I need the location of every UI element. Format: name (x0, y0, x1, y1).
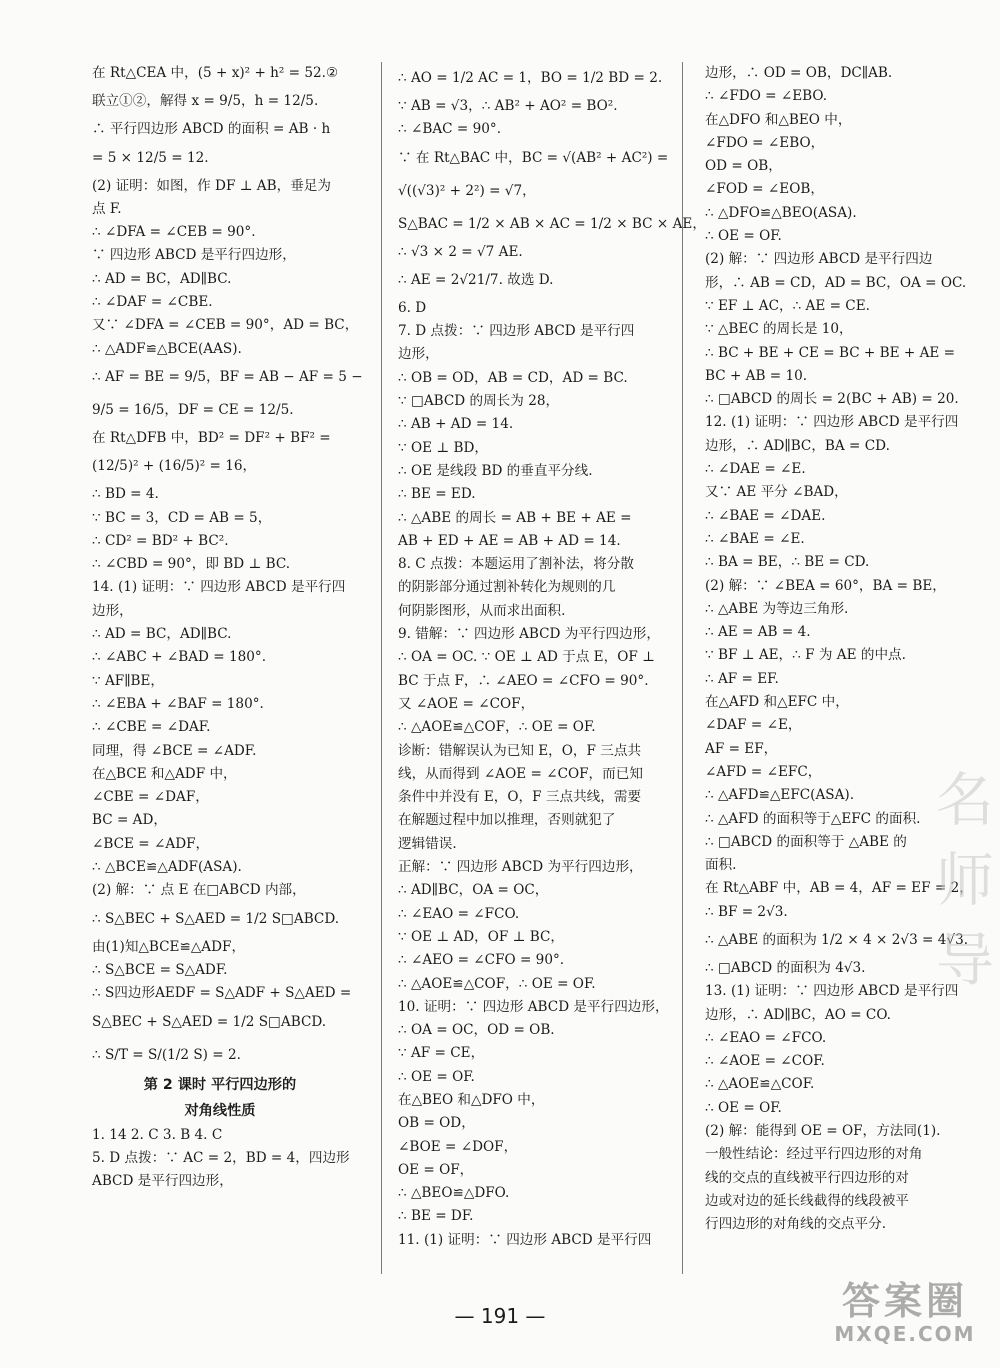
side-watermark: 名 师 导 (935, 766, 994, 994)
column-divider (682, 62, 683, 1274)
text-line: ∴ OA = OC，OD = OB. (398, 1022, 555, 1039)
text-line: ∴ OE = OF. (705, 1099, 782, 1116)
text-line: ∴ AD = BC，AD∥BC. (92, 626, 232, 643)
text-line: ∴ △AOE≌△COF，∴ OE = OF. (398, 719, 596, 736)
text-line: ∴ △ABE 的周长 = AB + BE + AE = (398, 509, 632, 526)
text-line: ∵ 四边形 ABCD 是平行四边形， (92, 247, 296, 264)
text-line: ∴ △AFD≌△EFC(ASA). (705, 787, 855, 804)
text-line: ∴ AD∥BC，OA = OC， (398, 882, 549, 899)
text-line: 又∵ AE 平分 ∠BAD， (705, 484, 848, 501)
text-line: ∴ BE = ED. (398, 486, 476, 503)
text-line: 在解题过程中加以推理，否则就犯了 (398, 812, 616, 829)
text-line: ∴ △ABE 为等边三角形. (705, 600, 849, 617)
text-line: ∴ ∠EAO = ∠FCO. (705, 1029, 827, 1046)
text-line: ∴ ∠AOE = ∠COF. (705, 1053, 825, 1070)
text-line: S△BEC + S△AED = 1/2 S□ABCD. (92, 1013, 327, 1030)
text-line: ∴ ∠EBA + ∠BAF = 180°. (92, 695, 264, 712)
text-line: ∴ ∠BAC = 90°. (398, 121, 502, 138)
text-line: BC + AB = 10. (705, 367, 808, 384)
text-line: 12. (1) 证明：∵ 四边形 ABCD 是平行四 (705, 414, 959, 431)
text-line: 7. D 点拨：∵ 四边形 ABCD 是平行四 (398, 323, 635, 340)
text-line: OE = OF， (398, 1161, 474, 1178)
text-line: ∴ ∠CBE = ∠DAF. (92, 719, 211, 736)
text-line: 行四边形的对角线的交点平分. (705, 1216, 887, 1233)
text-line: ∴ △BEO≌△DFO. (398, 1185, 510, 1202)
text-line: ∠BCE = ∠ADF， (92, 835, 210, 852)
text-line: 一般性结论：经过平行四边形的对角 (705, 1146, 923, 1163)
text-line: 对角线性质 (184, 1102, 256, 1119)
text-line: 形，∴ AB = CD，AD = BC，OA = OC. (705, 274, 967, 291)
text-line: 边形，∴ AD∥BC，BA = CD. (705, 437, 890, 454)
text-line: 联立①②，解得 x = 9/5，h = 12/5. (92, 93, 319, 110)
text-line: ∴ AF = EF. (705, 670, 779, 687)
answer-column-right (705, 62, 973, 1274)
text-line: (2) 解：∵ 四边形 ABCD 是平行四边 (705, 251, 933, 268)
text-line: 边形，∴ OD = OB，DC∥AB. (705, 65, 893, 81)
text-line: ∴ BD = 4. (92, 486, 159, 503)
text-line: ∴ AB + AD = 14. (398, 416, 514, 433)
text-line: ∴ □ABCD 的周长 = 2(BC + AB) = 20. (705, 391, 959, 408)
text-line: ∵ OE ⊥ AD，OF ⊥ BC， (398, 928, 565, 945)
text-line: ∠DAF = ∠E， (705, 717, 802, 734)
text-line: 边或对边的延长线截得的线段被平 (705, 1192, 909, 1209)
text-line: 同理，得 ∠BCE = ∠ADF. (92, 742, 257, 759)
text-line: ∠FOD = ∠EOB， (705, 181, 824, 198)
text-line: ∴ □ABCD 的面积为 4√3. (705, 959, 866, 976)
text-line: 边形，∴ AD∥BC，AO = CO. (705, 1006, 891, 1023)
text-line: ∴ ∠AEO = ∠CFO = 90°. (398, 952, 565, 969)
text-line: ∴ △DFO≌△BEO(ASA). (705, 204, 857, 221)
text-line: ∴ S四边形AEDF = S△ADF + S△AED = (92, 985, 352, 1002)
text-line: ∠AFD = ∠EFC， (705, 763, 822, 780)
text-line: √((√3)² + 2²) = √7， (398, 182, 536, 199)
text-line: 线的交点的直线被平行四边形的对 (705, 1169, 909, 1186)
text-line: ∴ ∠DFA = ∠CEB = 90°. (92, 224, 256, 241)
text-line: 6. D (398, 299, 427, 316)
text-line: ∴ AD = BC，AD∥BC. (92, 270, 232, 287)
text-line: (2) 解：∵ 点 E 在□ABCD 内部， (92, 882, 306, 899)
text-line: ∴ △ADF≌△BCE(AAS). (92, 340, 242, 357)
text-line: ∴ △AFD 的面积等于△EFC 的面积. (705, 810, 921, 827)
text-line: ∴ √3 × 2 = √7 AE. (398, 243, 523, 260)
text-line: ∴ BA = BE，∴ BE = CD. (705, 554, 870, 571)
text-line: ∴ OA = OC. ∵ OE ⊥ AD 于点 E，OF ⊥ (398, 649, 655, 666)
text-line: ∴ ∠EAO = ∠FCO. (398, 905, 520, 922)
text-line: 又 ∠AOE = ∠COF， (398, 695, 535, 712)
text-line: ∴ ∠BAE = ∠DAE. (705, 507, 826, 524)
text-line: 10. 证明：∵ 四边形 ABCD 是平行四边形， (398, 998, 669, 1015)
text-line: ∵ EF ⊥ AC，∴ AE = CE. (705, 297, 870, 314)
answer-column-left (92, 62, 363, 1274)
logo-url: MXQE.COM (834, 1322, 976, 1346)
text-line: ∴ ∠FDO = ∠EBO. (705, 88, 828, 105)
text-line: ∴ △ABE 的面积为 1/2 × 4 × 2√3 = 4√3. (705, 931, 969, 948)
text-line: ∵ AF∥BE， (92, 672, 165, 689)
text-line: 1. 14 2. C 3. B 4. C (92, 1126, 223, 1143)
text-line: 条件中并没有 E，O，F 三点共线，需要 (398, 789, 642, 806)
text-line: ∴ AF = BE = 9/5，BF = AB − AF = 5 − (92, 368, 363, 385)
text-line: 由(1)知△BCE≌△ADF， (92, 938, 246, 955)
text-line: 8. C 点拨：本题运用了割补法，将分散 (398, 556, 634, 573)
text-line: ∴ 平行四边形 ABCD 的面积 = AB · h (92, 121, 331, 138)
text-line: (2) 证明：如图，作 DF ⊥ AB，垂足为 (92, 177, 331, 194)
text-line: ∴ BE = DF. (398, 1208, 474, 1225)
text-line: ∵ □ABCD 的周长为 28， (398, 393, 560, 410)
text-line: OB = OD， (398, 1115, 475, 1132)
text-line: 9. 错解：∵ 四边形 ABCD 为平行四边形， (398, 626, 660, 643)
text-line: ∴ CD² = BD² + BC². (92, 532, 229, 549)
text-line: 5. D 点拨：∵ AC = 2，BD = 4，四边形 (92, 1149, 350, 1166)
text-line: ∴ ∠DAF = ∠CBE. (92, 294, 213, 311)
text-line: ∴ OE = OF. (705, 228, 782, 245)
text-line: ∵ BC = 3，CD = AB = 5， (92, 509, 272, 526)
text-line: 13. (1) 证明：∵ 四边形 ABCD 是平行四 (705, 983, 959, 1000)
text-line: ∴ OE = OF. (398, 1068, 475, 1085)
text-line: AF = EF， (705, 740, 778, 757)
text-line: (2) 解：∵ ∠BEA = 60°，BA = BE， (705, 577, 946, 594)
text-line: ABCD 是平行四边形， (92, 1173, 233, 1190)
text-line: OD = OB， (705, 158, 782, 175)
text-line: 逻辑错误. (398, 835, 457, 852)
text-line: 何阴影图形，从而求出面积. (398, 602, 566, 619)
text-line: BC = AD， (92, 812, 167, 829)
text-line: ∴ OB = OD，AB = CD，AD = BC. (398, 369, 628, 386)
logo-title: 答案圈 (841, 1279, 968, 1323)
text-line: ∴ ∠BAE = ∠E. (705, 530, 805, 547)
text-line: ∴ AE = AB = 4. (705, 624, 811, 641)
text-line: 又∵ ∠DFA = ∠CEB = 90°，AD = BC， (92, 317, 359, 334)
text-line: 边形， (92, 602, 133, 619)
column-divider (381, 62, 382, 1274)
text-line: ∴ S△BEC + S△AED = 1/2 S□ABCD. (92, 910, 340, 927)
text-line: 正解：∵ 四边形 ABCD 为平行四边形， (398, 859, 643, 876)
text-line: ∴ △AOE≌△COF，∴ OE = OF. (398, 975, 596, 992)
text-line: ∴ AO = 1/2 AC = 1，BO = 1/2 BD = 2. (398, 70, 663, 86)
text-line: 9/5 = 16/5，DF = CE = 12/5. (92, 401, 294, 418)
text-line: 在△BEO 和△DFO 中， (398, 1091, 545, 1108)
text-line: ∴ □ABCD 的面积等于 △ABE 的 (705, 833, 907, 850)
text-line: 在△BCE 和△ADF 中， (92, 765, 237, 782)
text-line: ∴ △BCE≌△ADF(ASA). (92, 859, 242, 876)
text-line: ∵ AB = √3，∴ AB² + AO² = BO². (398, 98, 618, 114)
text-line: 14. (1) 证明：∵ 四边形 ABCD 是平行四 (92, 579, 346, 596)
text-line: ∴ S△BCE = S△ADF. (92, 961, 228, 978)
text-line: 在 Rt△CEA 中，(5 + x)² + h² = 52.② (92, 65, 339, 81)
text-line: ∵ OE ⊥ BD， (398, 439, 488, 456)
text-line: ∴ △AOE≌△COF. (705, 1076, 815, 1093)
text-line: ∴ OE 是线段 BD 的垂直平分线. (398, 462, 593, 479)
text-line: 线，从而得到 ∠AOE = ∠COF，而已知 (398, 765, 643, 782)
text-line: 11. (1) 证明：∵ 四边形 ABCD 是平行四 (398, 1231, 652, 1248)
text-line: ∵ BF ⊥ AE，∴ F 为 AE 的中点. (705, 647, 906, 664)
text-line: ∵ AF = CE， (398, 1045, 485, 1062)
page-number: — 191 — (454, 1304, 546, 1328)
text-line: ∴ ∠CBD = 90°，即 BD ⊥ BC. (92, 556, 291, 573)
text-line: 诊断：错解误认为已知 E，O，F 三点共 (398, 742, 642, 759)
text-line: 在△DFO 和△BEO 中， (705, 111, 852, 128)
text-line: (2) 解：能得到 OE = OF，方法同(1). (705, 1123, 941, 1140)
text-line: 在△AFD 和△EFC 中， (705, 694, 849, 711)
text-line: ∴ AE = 2√21/7. 故选 D. (398, 271, 554, 288)
answer-column-middle (398, 62, 706, 1274)
text-line: AB + ED + AE = AB + AD = 14. (398, 532, 621, 549)
text-line: 点 F. (92, 200, 122, 217)
text-line: ∴ S/T = S/(1/2 S) = 2. (92, 1046, 241, 1063)
text-line: (12/5)² + (16/5)² = 16， (92, 458, 257, 475)
text-line: S△BAC = 1/2 × AB × AC = 1/2 × BC × AE， (398, 215, 706, 232)
text-line: 的阴影部分通过割补转化为规则的几 (398, 579, 616, 596)
text-line: ∴ ∠ABC + ∠BAD = 180°. (92, 649, 267, 666)
text-line: ∠BOE = ∠DOF， (398, 1138, 518, 1155)
text-line: ∠CBE = ∠DAF， (92, 789, 209, 806)
text-line: ∵ 在 Rt△BAC 中，BC = √(AB² + AC²) = (398, 149, 669, 166)
text-line: ∴ ∠DAE = ∠E. (705, 461, 806, 478)
text-line: = 5 × 12/5 = 12. (92, 149, 209, 166)
text-line: ∠FDO = ∠EBO， (705, 134, 825, 151)
text-line: 面积. (705, 857, 737, 874)
text-line: 在 Rt△DFB 中，BD² = DF² + BF² = (92, 429, 331, 446)
text-line: 边形， (398, 346, 439, 363)
text-line: ∴ BF = 2√3. (705, 903, 788, 920)
text-line: ∴ BC + BE + CE = BC + BE + AE = (705, 344, 956, 361)
text-line: 在 Rt△ABF 中，AB = 4，AF = EF = 2， (705, 880, 973, 897)
text-line: BC 于点 F，∴ ∠AEO = ∠CFO = 90°. (398, 672, 649, 689)
text-line: ∵ △BEC 的周长是 10， (705, 321, 853, 338)
text-line: 第 2 课时 平行四边形的 (143, 1076, 297, 1093)
